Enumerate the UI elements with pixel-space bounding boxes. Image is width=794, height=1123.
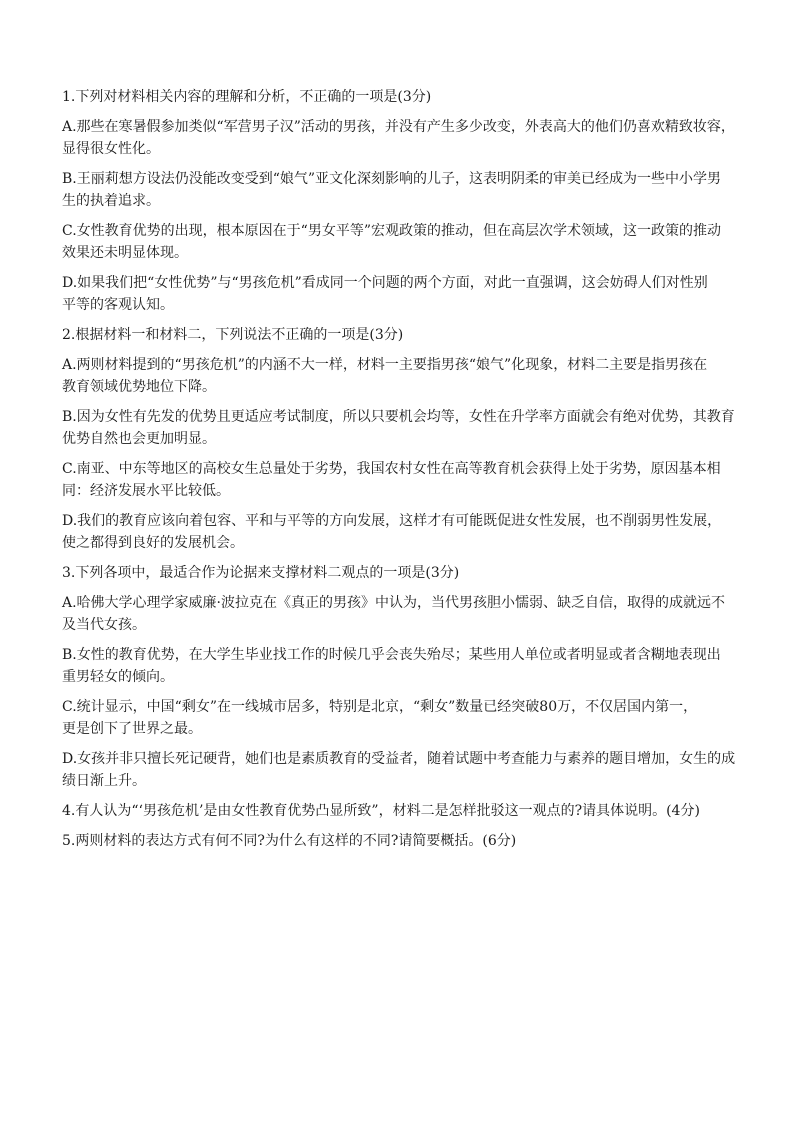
question-1-option-b xyxy=(62,168,742,212)
question-5-stem: 5.两则材料的表达方式有何不同?为什么有这样的不同?请简要概括。(6分) xyxy=(62,833,517,849)
question-2-option-d xyxy=(62,510,742,554)
question-1-option-a xyxy=(62,116,742,160)
option-line: B.王丽莉想方设法仍没能改变受到“娘气”亚文化深刻影响的儿子，这表明阴柔的审美已经成为一些中小学男 xyxy=(62,171,722,187)
question-2-option-b xyxy=(62,406,742,450)
option-line: A.两则材料提到的“男孩危机”的内涵不大一样，材料一主要指男孩“娘气”化现象，材料二主要是指男孩在 xyxy=(62,357,708,373)
question-4-stem: 4.有人认为“‘男孩危机’是由女性教育优势凸显所致”，材料二是怎样批驳这一观点的?请具体说明。(4分) xyxy=(62,803,700,819)
option-line: D.如果我们把“女性优势”与“男孩危机”看成同一个问题的两个方面，对此一直强调，这会妨碍人们对性别 xyxy=(62,275,708,291)
question-1-stem: 1.下列对材料相关内容的理解和分析，不正确的一项是(3分) xyxy=(62,89,432,105)
option-line: D.我们的教育应该向着包容、平和与平等的方向发展，这样才有可能既促进女性发展，也不削弱男性发展， xyxy=(62,513,722,529)
option-line: 使之都得到良好的发展机会。 xyxy=(62,535,244,551)
question-2-stem: 2.根据材料一和材料二，下列说法不正确的一项是(3分) xyxy=(62,327,404,343)
option-line: A.哈佛大学心理学家威廉·波拉克在《真正的男孩》中认为，当代男孩胆小懦弱、缺乏自信，取得的成就远不 xyxy=(62,595,726,611)
option-line: 效果还未明显体现。 xyxy=(62,245,188,261)
option-line: 优势自然也会更加明显。 xyxy=(62,431,216,447)
exam-page xyxy=(62,86,742,860)
option-line: B.因为女性有先发的优势且更适应考试制度，所以只要机会均等，女性在升学率方面就会有绝对优势，其教育 xyxy=(62,409,735,425)
question-3-option-c xyxy=(62,696,742,740)
option-line: 教育领域优势地位下降。 xyxy=(62,379,216,395)
question-1-option-d xyxy=(62,272,742,316)
question-3-stem: 3.下列各项中，最适合作为论据来支撑材料二观点的一项是(3分) xyxy=(62,565,460,581)
question-3-option-a xyxy=(62,592,742,636)
option-line: A.那些在寒暑假参加类似“军营男子汉”活动的男孩，并没有产生多少改变，外表高大的他们仍喜欢精致妆容， xyxy=(62,119,735,135)
option-line: B.女性的教育优势，在大学生毕业找工作的时候几乎会丧失殆尽；某些用人单位或者明显或者含糊地表现出 xyxy=(62,647,721,663)
option-line: 重男轻女的倾向。 xyxy=(62,669,174,685)
question-2-option-c xyxy=(62,458,742,502)
option-line: C.南亚、中东等地区的高校女生总量处于劣势，我国农村女性在高等教育机会获得上处于劣势，原因基本相 xyxy=(62,461,721,477)
option-line: C.女性教育优势的出现，根本原因在于“男女平等”宏观政策的推动，但在高层次学术领域，这一政策的推动 xyxy=(62,223,721,239)
question-2-option-a xyxy=(62,354,742,398)
option-line: D.女孩并非只擅长死记硬背，她们也是素质教育的受益者，随着试题中考查能力与素养的题目增加，女生的成 xyxy=(62,751,736,767)
option-line: 生的执着追求。 xyxy=(62,193,160,209)
option-line: 更是创下了世界之最。 xyxy=(62,721,202,737)
option-line: 及当代女孩。 xyxy=(62,617,146,633)
question-3-option-b xyxy=(62,644,742,688)
option-line: 同：经济发展水平比较低。 xyxy=(62,483,230,499)
option-line: C.统计显示，中国“剩女”在一线城市居多，特别是北京，“剩女”数量已经突破80万，不仅居国内第一， xyxy=(62,699,698,715)
option-line: 绩日渐上升。 xyxy=(62,773,146,789)
question-1-option-c xyxy=(62,220,742,264)
option-line: 平等的客观认知。 xyxy=(62,297,174,313)
question-3-option-d xyxy=(62,748,742,792)
option-line: 显得很女性化。 xyxy=(62,141,160,157)
